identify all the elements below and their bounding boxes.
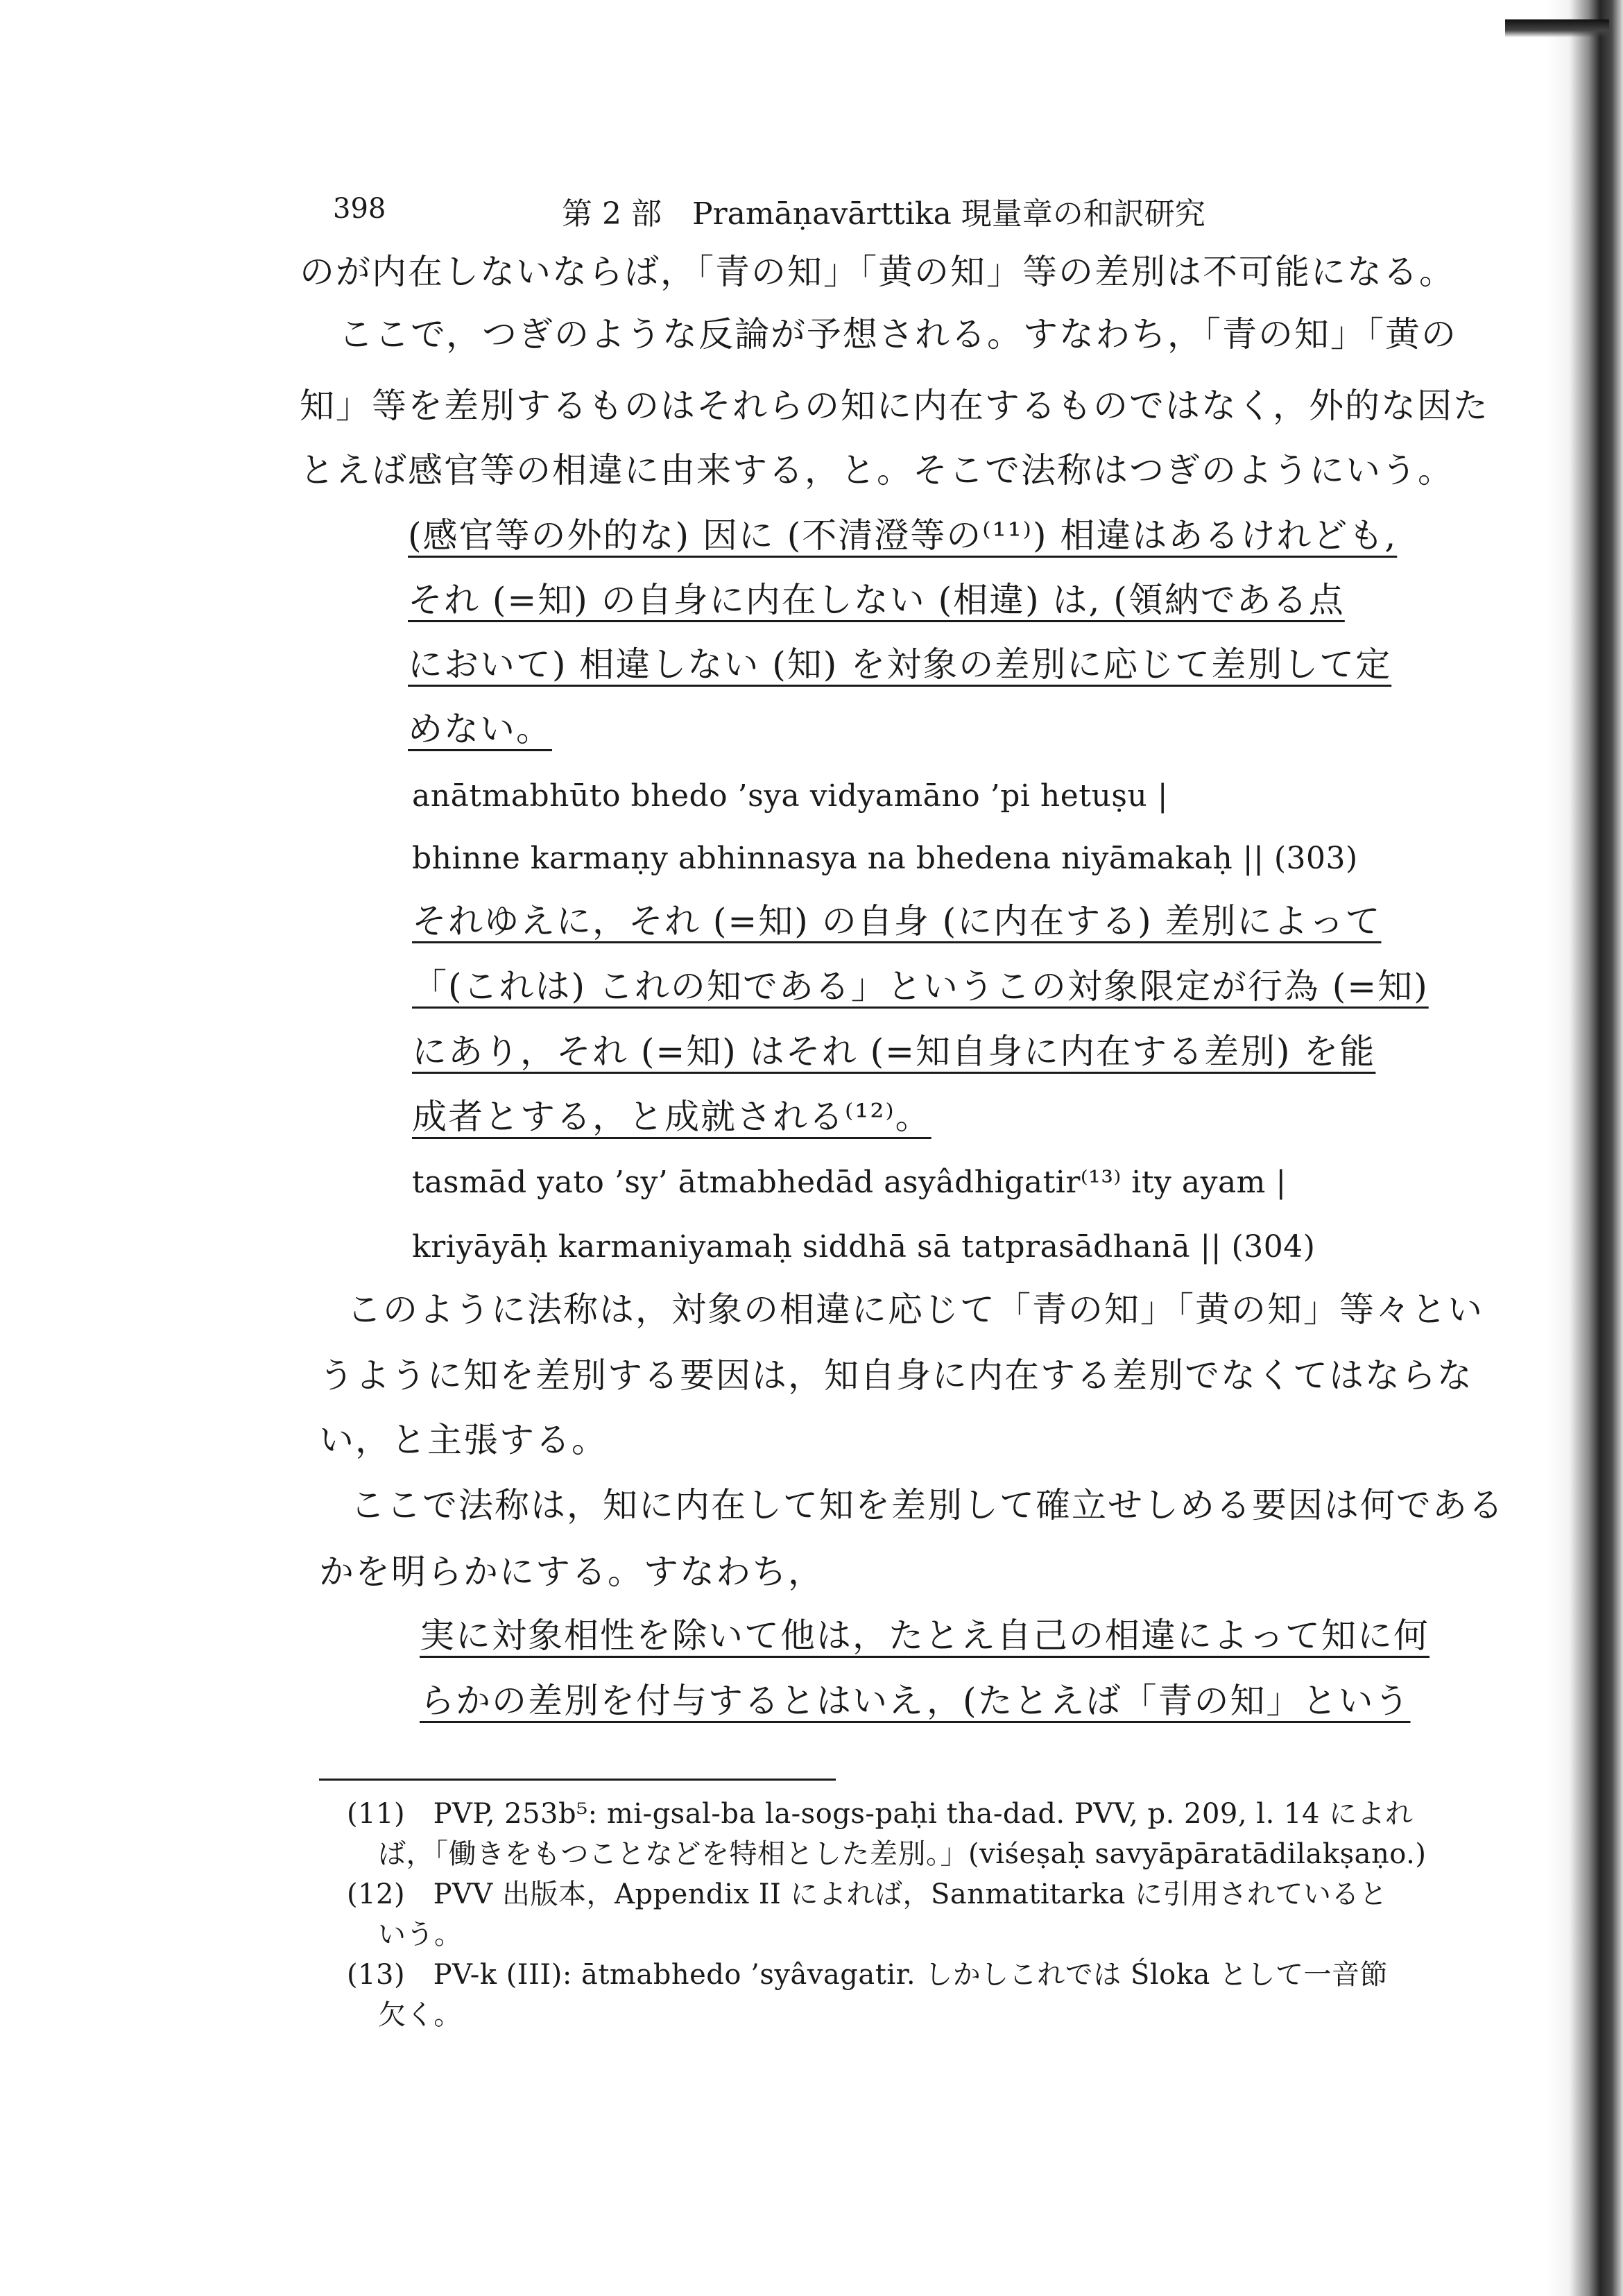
verse-303-jp-line-1: (感官等の外的な) 因に (不清澄等の⁽¹¹⁾) 相違はあるけれども, <box>408 515 1398 556</box>
verse-304-skt-line-2: kriyāyāḥ karmaniyamaḥ siddhā sā tatprasādhanā || (304) <box>412 1229 1316 1265</box>
verse-304-jp-line-2: 「(これは) これの知である」というこの対象限定が行為 (=知) <box>412 966 1429 1006</box>
verse-next-jp-line-2: らかの差別を付与するとはいえ，(たとえば「青の知」という <box>420 1681 1411 1721</box>
body-line-1: のが内在しないならば，「青の知」「黄の知」等の差別は不可能になる。 <box>300 252 1455 292</box>
body-line-2: ここで，つぎのような反論が予想される。すなわち，「青の知」「黄の <box>338 314 1457 354</box>
footnote-13-line-2: 欠く。 <box>378 1999 462 2031</box>
verse-304-jp-line-4: 成者とする，と成就される⁽¹²⁾。 <box>412 1097 931 1137</box>
body-line-3: 知」等を差別するものはそれらの知に内在するものではなく，外的な因た <box>300 386 1489 426</box>
footnote-12-line-1: (12) PVV 出版本，Appendix II によれば，Sanmatitarka に引用されていると <box>347 1878 1388 1910</box>
para-2-line-1: このように法称は，対象の相違に応じて「青の知」「黄の知」等々とい <box>347 1290 1484 1330</box>
verse-304-skt-line-1: tasmād yato ’sy’ ātmabhedād asyâdhigatir⁽¹³⁾ ity ayam | <box>412 1165 1287 1200</box>
para-3-line-2: かを明らかにする。すなわち， <box>319 1552 824 1592</box>
verse-303-jp-line-4: めない。 <box>408 709 552 749</box>
running-title: 第 2 部 Pramāṇavārttika 現量章の和訳研究 <box>562 196 1205 232</box>
scan-binding-edge <box>1547 0 1623 2296</box>
footnote-rule <box>319 1779 836 1781</box>
para-3-line-1: ここで法称は，知に内在して知を差別して確立せしめる要因は何である <box>350 1485 1504 1525</box>
footnote-11-line-1: (11) PVP, 253b⁵: mi-gsal-ba la-sogs-paḥi tha-dad. PVV, p. 209, l. 14 によれ <box>347 1798 1414 1830</box>
scan-top-shadow <box>1505 19 1609 37</box>
verse-304-jp-line-1: それゆえに，それ (=知) の自身 (に内在する) 差別によって <box>412 901 1382 941</box>
verse-303-skt-line-2: bhinne karmaṇy abhinnasya na bhedena niyāmakaḥ || (303) <box>412 841 1358 876</box>
para-2-line-3: い，と主張する。 <box>319 1420 608 1460</box>
footnote-13-line-1: (13) PV-k (III): ātmabhedo ’syâvagatir. しかしこれでは Śloka として一音節 <box>347 1959 1389 1991</box>
page-number: 398 <box>333 193 386 225</box>
footnote-11-line-2: ば，「働きをもつことなどを特相とした差別。」(viśeṣaḥ savyāpāratādilakṣaṇo.) <box>378 1838 1427 1870</box>
verse-303-jp-line-2: それ (=知) の自身に内在しない (相違) は, (領納である点 <box>408 580 1345 620</box>
verse-304-jp-line-3: にあり，それ (=知) はそれ (=知自身に内在する差別) を能 <box>412 1031 1376 1072</box>
footnote-12-line-2: いう。 <box>378 1919 463 1951</box>
verse-next-jp-line-1: 実に対象相性を除いて他は，たとえ自己の相違によって知に何 <box>420 1616 1429 1656</box>
body-line-4: とえば感官等の相違に由来する，と。そこで法称はつぎのようにいう。 <box>300 450 1454 490</box>
verse-303-jp-line-3: において) 相違しない (知) を対象の差別に応じて差別して定 <box>408 644 1392 685</box>
verse-303-skt-line-1: anātmabhūto bhedo ’sya vidyamāno ’pi hetuṣu | <box>412 778 1169 814</box>
para-2-line-2: うように知を差別する要因は，知自身に内在する差別でなくてはならな <box>319 1355 1473 1396</box>
